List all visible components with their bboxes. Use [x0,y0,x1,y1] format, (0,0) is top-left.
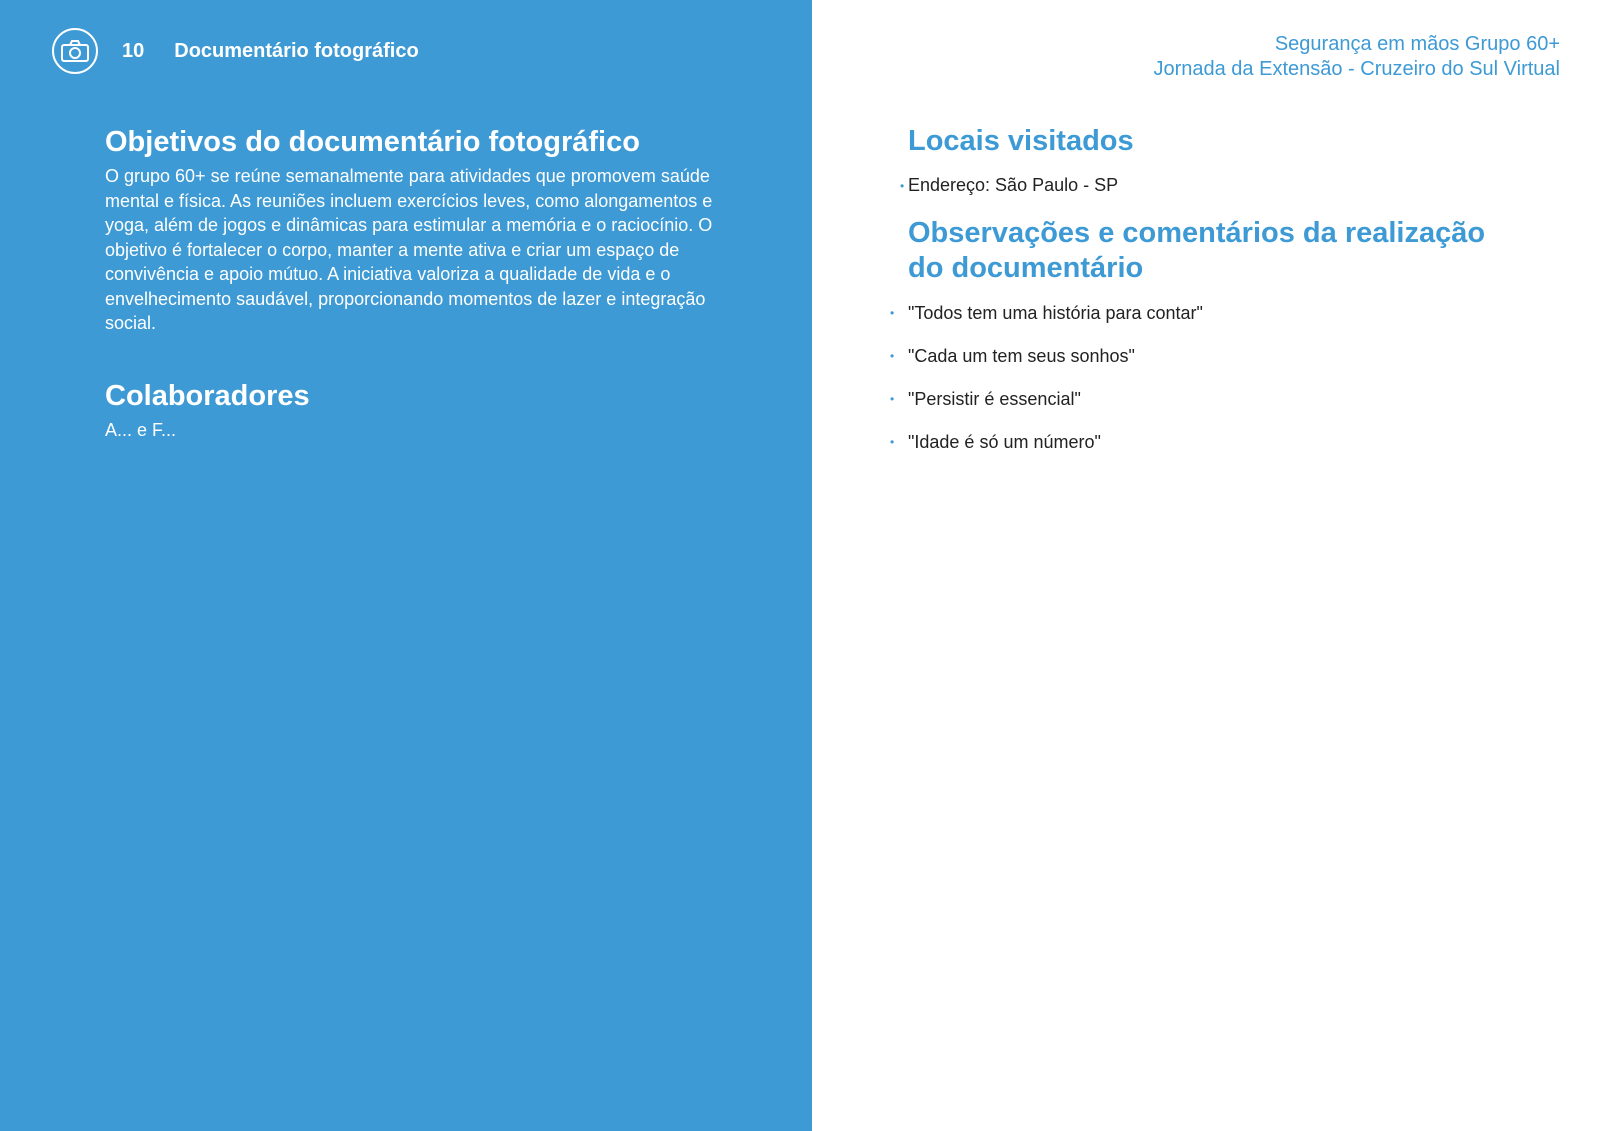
left-content [105,124,745,442]
right-content [890,124,1528,474]
camera-icon [52,28,98,74]
list-item [890,345,1528,367]
bullet-icon: • [890,435,895,449]
bullet-icon: • [900,179,905,193]
objectives-heading: Objetivos do documentário fotográfico [105,126,640,158]
section-title: Documentário fotográfico [174,39,419,62]
bullet-icon: • [890,349,895,363]
project-title [1153,32,1560,82]
collaborators-names: A... e F... [105,419,177,440]
quote-text: "Todos tem uma história para contar" [908,303,1203,323]
bullet-icon: • [890,306,895,320]
project-title-line2: Jornada da Extensão - Cruzeiro do Sul Virtual [1153,58,1560,80]
page-number: 10 [122,39,145,62]
bullet-icon: • [890,392,895,406]
observations-heading: Observações e comentários da realização do documentário [908,217,1486,284]
address-item [900,175,1528,196]
address-text: Endereço: São Paulo - SP [908,175,1119,195]
collaborators-heading: Colaboradores [105,379,310,412]
list-item [890,388,1528,410]
project-title-line1: Segurança em mãos Grupo 60+ [1274,33,1560,55]
page-header [52,28,419,74]
quote-text: "Idade é só um número" [908,432,1101,452]
quote-text: "Cada um tem seus sonhos" [908,346,1135,366]
quote-text: "Persistir é essencial" [908,389,1081,409]
objectives-body: O grupo 60+ se reúne semanalmente para atividades que promovem saúde mental e física. As reuniões incluem exercícios leves, como alongamentos e yoga, além de jogos e dinâmicas para estimular a memória e o raciocínio. O objetivo é fortalecer o corpo, manter a mente ativa e criar um espaço de convivência e apoio mútuo. A iniciativa valoriza a qualidade de vida e o envelhecimento saudável, proporcionando momentos de lazer e integração social. [105,166,713,333]
list-item [890,302,1528,324]
locations-heading: Locais visitados [908,125,1134,157]
list-item [890,431,1528,453]
quotes-list [890,302,1528,453]
